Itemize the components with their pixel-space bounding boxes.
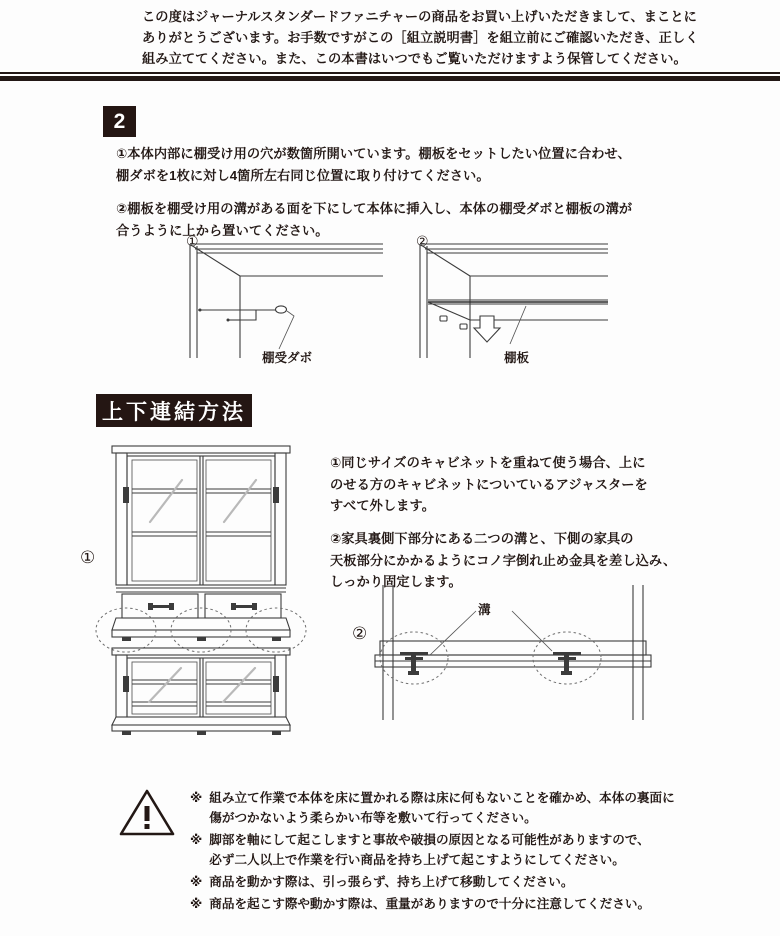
warning-mark: ※ (190, 791, 203, 805)
header-divider (0, 72, 780, 81)
warning-text (209, 788, 710, 828)
connect-p2-line-2: 天板部分にかかるようにコノ字倒れ止め金具を差し込み、 (330, 552, 677, 568)
section-banner-connect: 上下連結方法 (96, 394, 252, 427)
warning-triangle-icon (118, 787, 176, 837)
connect-p2-line-1: ②家具裏側下部分にある二つの溝と、下側の家具の (330, 531, 634, 546)
warning-list (190, 788, 710, 916)
figure-a-number: ① (186, 233, 199, 249)
step2-p2-line-2: 合うように上から置いてください。 (116, 222, 329, 238)
warning-mark: ※ (190, 897, 203, 911)
connect-p1-line-1: ①同じサイズのキャビネットを重ねて使う場合、上に (330, 455, 646, 470)
warning-mark: ※ (190, 833, 203, 847)
warning-2-line-2: 必ず二人以上で作業を行い商品を持ち上げて起こすようにしてください。 (209, 853, 625, 867)
connect-p2-line-3: しっかり固定します。 (330, 574, 462, 589)
intro-line-1: この度はジャーナルスタンダードファニチャーの商品をお買い上げいただきまして、まことに (142, 9, 697, 24)
step-badge-2: 2 (103, 106, 136, 137)
shelf-board-caption: 棚板 (504, 351, 530, 365)
joint-bracket-right (553, 652, 581, 675)
warning-1-line-1: 組み立て作業で本体を床に置かれる際は床に何もないことを確かめ、本体の裏面に (209, 791, 675, 805)
warning-item (190, 830, 710, 870)
shelf-pin-caption: 棚受ダボ (262, 351, 313, 365)
warning-1-line-2: 傷がつかないよう柔らかい布等を敷いて行ってください。 (209, 811, 537, 825)
warning-item (190, 788, 710, 828)
warning-item (190, 894, 710, 914)
drawer-handle-right (231, 603, 257, 610)
intro-line-3: 組み立ててください。また、この本書はいつでもご覧いただけますよう保管してください。 (142, 51, 687, 66)
diagram-stacked-cabinet (86, 440, 316, 735)
warning-text (209, 872, 710, 892)
diagram-shelf-pin (178, 232, 403, 362)
diagram-shelf-board (408, 232, 643, 362)
joint-figure-number: ② (352, 624, 368, 643)
connect-paragraph-2 (330, 528, 700, 593)
warning-item (190, 872, 710, 892)
warning-2-line-1: 脚部を軸にして起こしますと事故や破損の原因となる可能性がありますので、 (209, 833, 650, 847)
figure-b-number: ② (416, 233, 429, 249)
groove-caption: 溝 (478, 603, 491, 617)
warning-3-line-1: 商品を動かす際は、引っ張らず、持ち上げて移動してください。 (209, 875, 574, 889)
warning-text (209, 830, 710, 870)
connect-paragraph-1 (330, 452, 700, 517)
drawer-handle-left (148, 603, 174, 610)
intro-line-2: ありがとうございます。お手数ですがこの［組立説明書］を組立前にご確認いただき、正しく (142, 30, 699, 45)
diagram-joint-bracket (345, 585, 690, 720)
step2-p1-line-1: ①本体内部に棚受け用の穴が数箇所開いています。棚板をセットしたい位置に合わせ、 (116, 146, 631, 161)
cabinet-figure-number: ① (80, 548, 96, 567)
divider-thick-line (0, 76, 780, 81)
intro-paragraph (142, 6, 722, 69)
warning-text (209, 894, 710, 914)
warning-mark: ※ (190, 875, 203, 889)
warning-4-line-1: 商品を起こす際や動かす際は、重量がありますので十分に注意してください。 (209, 897, 651, 911)
connect-p1-line-2: のせる方のキャビネットについているアジャスターを (330, 476, 648, 492)
connect-p1-line-3: すべて外します。 (330, 498, 435, 513)
step2-paragraph-1 (116, 143, 696, 186)
step2-p2-line-1: ②棚板を棚受け用の溝がある面を下にして本体に挿入し、本体の棚受ダボと棚板の溝が (116, 201, 633, 216)
step2-p1-line-2: 棚ダボを1枚に対し4箇所左右同じ位置に取り付けてください。 (116, 167, 490, 183)
joint-bracket-left (400, 652, 428, 675)
